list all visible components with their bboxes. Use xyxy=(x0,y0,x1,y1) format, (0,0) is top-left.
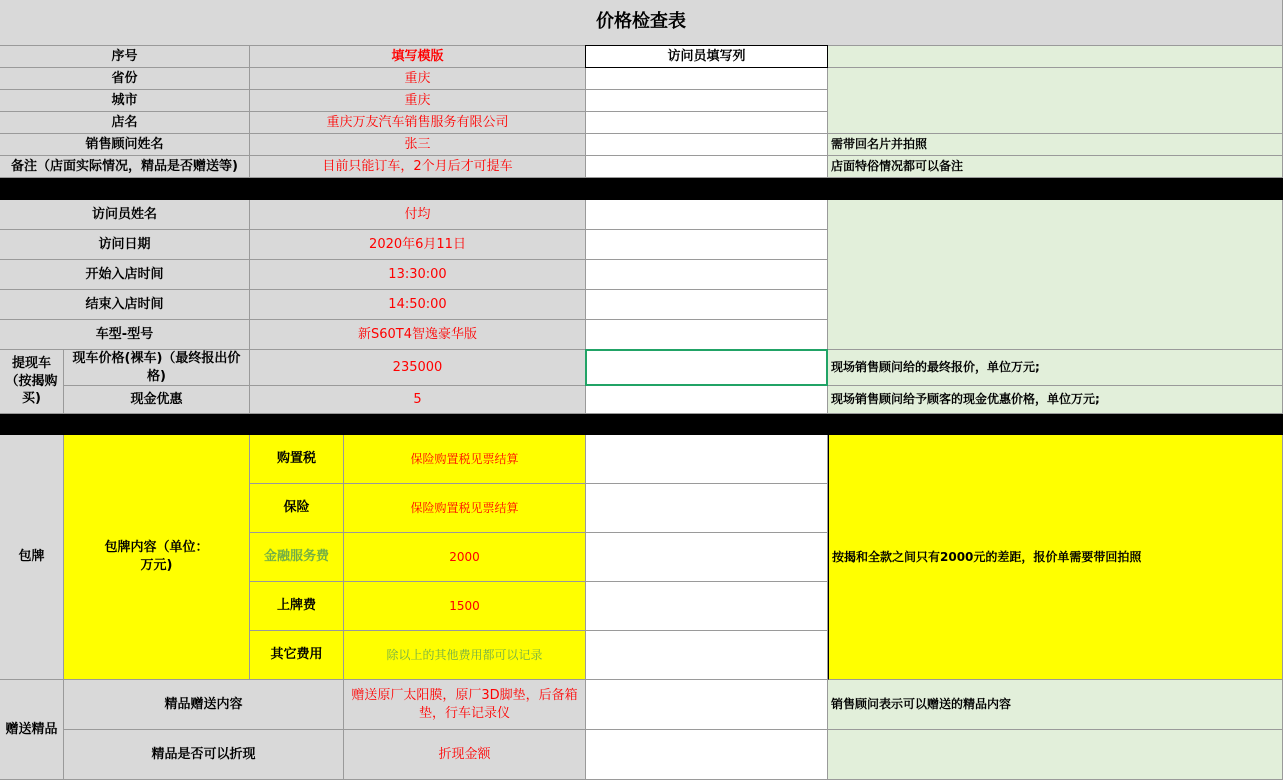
template-cash-discount[interactable]: 5 xyxy=(250,386,586,414)
template-car-model[interactable]: 新S60T4智逸豪华版 xyxy=(250,320,586,350)
label-gift-content[interactable]: 精品赠送内容 xyxy=(64,680,344,730)
input-car-model[interactable] xyxy=(586,320,828,350)
label-other-fees[interactable]: 其它费用 xyxy=(250,631,344,680)
template-start-time[interactable]: 13:30:00 xyxy=(250,260,586,290)
label-visit-date[interactable]: 访问日期 xyxy=(0,230,250,260)
separator-bar-2 xyxy=(0,414,1283,435)
label-province[interactable]: 省份 xyxy=(0,68,250,90)
template-end-time[interactable]: 14:50:00 xyxy=(250,290,586,320)
template-city[interactable]: 重庆 xyxy=(250,90,586,112)
label-gift-cash[interactable]: 精品是否可以折现 xyxy=(64,730,344,780)
template-sales-consultant[interactable]: 张三 xyxy=(250,134,586,156)
label-car-model[interactable]: 车型-型号 xyxy=(0,320,250,350)
note-gift-cash[interactable] xyxy=(828,730,1283,780)
label-end-time[interactable]: 结束入店时间 xyxy=(0,290,250,320)
input-cash-discount[interactable] xyxy=(586,386,828,414)
label-remarks[interactable]: 备注（店面实际情况，精品是否赠送等) xyxy=(0,156,250,178)
input-remarks[interactable] xyxy=(586,156,828,178)
template-gift-content[interactable]: 赠送原厂太阳膜，原厂3D脚垫，后备箱垫，行车记录仪 xyxy=(344,680,586,730)
label-gift-group[interactable]: 赠送精品 xyxy=(0,680,64,780)
label-start-time[interactable]: 开始入店时间 xyxy=(0,260,250,290)
label-sales-consultant[interactable]: 销售顾问姓名 xyxy=(0,134,250,156)
input-store-name[interactable] xyxy=(586,112,828,134)
value-plate-fee[interactable]: 1500 xyxy=(344,582,586,631)
input-gift-content[interactable] xyxy=(586,680,828,730)
label-plate-fee[interactable]: 上牌费 xyxy=(250,582,344,631)
note-cell-header[interactable] xyxy=(828,46,1283,68)
value-purchase-tax[interactable]: 保险购置税见票结算 xyxy=(344,435,586,484)
input-car-price[interactable] xyxy=(585,349,828,386)
label-finance-fee[interactable]: 金融服务费 xyxy=(250,533,344,582)
input-visit-date[interactable] xyxy=(586,230,828,260)
header-template[interactable]: 填写模版 xyxy=(250,46,586,68)
value-finance-fee[interactable]: 2000 xyxy=(344,533,586,582)
input-start-time[interactable] xyxy=(586,260,828,290)
label-purchase-tax[interactable]: 购置税 xyxy=(250,435,344,484)
note-cash-discount[interactable]: 现场销售顾问给予顾客的现金优惠价格，单位万元; xyxy=(828,386,1283,414)
template-remarks[interactable]: 目前只能订车，2个月后才可提车 xyxy=(250,156,586,178)
input-interviewer-name[interactable] xyxy=(586,200,828,230)
template-gift-cash[interactable]: 折现金额 xyxy=(344,730,586,780)
note-cell-store[interactable] xyxy=(828,68,1283,134)
template-interviewer-name[interactable]: 付均 xyxy=(250,200,586,230)
template-province[interactable]: 重庆 xyxy=(250,68,586,90)
note-gift-content[interactable]: 销售顾问表示可以赠送的精品内容 xyxy=(828,680,1283,730)
label-insurance[interactable]: 保险 xyxy=(250,484,344,533)
input-province[interactable] xyxy=(586,68,828,90)
input-purchase-tax[interactable] xyxy=(586,435,828,484)
input-gift-cash[interactable] xyxy=(586,730,828,780)
input-finance-fee[interactable] xyxy=(586,533,828,582)
template-store-name[interactable]: 重庆万友汽车销售服务有限公司 xyxy=(250,112,586,134)
label-package-group[interactable]: 包牌 xyxy=(0,435,64,680)
label-car-price[interactable]: 现车价格(裸车)（最终报出价格) xyxy=(64,350,250,386)
sheet-title[interactable]: 价格检查表 xyxy=(0,0,1283,46)
label-cash-discount[interactable]: 现金优惠 xyxy=(64,386,250,414)
label-interviewer-name[interactable]: 访问员姓名 xyxy=(0,200,250,230)
note-package[interactable]: 按揭和全款之间只有2000元的差距，报价单需要带回拍照 xyxy=(828,435,1283,680)
note-car-price[interactable]: 现场销售顾问给的最终报价，单位万元; xyxy=(828,350,1283,386)
header-seq[interactable]: 序号 xyxy=(0,46,250,68)
header-interviewer-column[interactable]: 访问员填写列 xyxy=(585,45,828,68)
input-sales-consultant[interactable] xyxy=(586,134,828,156)
note-cell-visit[interactable] xyxy=(828,200,1283,350)
input-city[interactable] xyxy=(586,90,828,112)
note-sales-consultant[interactable]: 需带回名片并拍照 xyxy=(828,134,1283,156)
template-visit-date[interactable]: 2020年6月11日 xyxy=(250,230,586,260)
input-plate-fee[interactable] xyxy=(586,582,828,631)
label-store-name[interactable]: 店名 xyxy=(0,112,250,134)
value-other-fees[interactable]: 除以上的其他费用都可以记录 xyxy=(344,631,586,680)
input-insurance[interactable] xyxy=(586,484,828,533)
value-insurance[interactable]: 保险购置税见票结算 xyxy=(344,484,586,533)
note-remarks[interactable]: 店面特俗情况都可以备注 xyxy=(828,156,1283,178)
label-package-content[interactable]: 包牌内容（单位：万元) xyxy=(64,435,250,680)
template-car-price[interactable]: 235000 xyxy=(250,350,586,386)
input-other-fees[interactable] xyxy=(586,631,828,680)
label-city[interactable]: 城市 xyxy=(0,90,250,112)
input-end-time[interactable] xyxy=(586,290,828,320)
separator-bar xyxy=(0,178,1283,200)
label-price-group[interactable]: 提现车（按揭购买) xyxy=(0,350,64,414)
